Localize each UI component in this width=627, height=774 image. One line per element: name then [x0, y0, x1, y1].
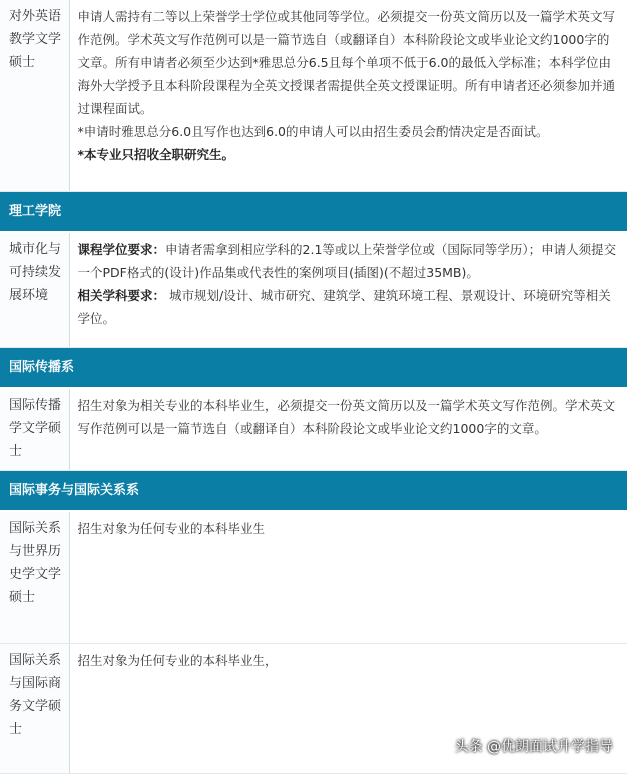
program-name: 国际关系与世界历史学文学硕士	[0, 511, 69, 644]
requirement-text: 申请者需拿到相应学科的2.1等或以上荣誉学位或（国际同等学历）；申请人须提交一个PDF格式的(设计)作品集或代表性的案例项目(插图)(不超过35MB)。	[77, 241, 617, 280]
program-row	[0, 511, 627, 644]
program-requirements	[69, 0, 627, 191]
requirement-paragraph	[78, 238, 620, 284]
program-name: 国际关系与国际商务文学硕士	[0, 644, 69, 774]
requirement-text: 招生对象为任何专业的本科毕业生，	[77, 653, 278, 668]
section-title: 理工学院	[0, 191, 627, 232]
requirement-label: 相关学科要求：	[77, 287, 166, 303]
requirement-paragraph	[78, 649, 620, 672]
requirement-text: 招生对象为任何专业的本科毕业生	[77, 520, 266, 536]
requirement-text: 招生对象为相关专业的本科毕业生，必须提交一份英文简历以及一篇学术英文写作范例。学术英文写作范例可以是一篇节选自（或翻译自）本科阶段论文或毕业论文约1000字的文章。	[77, 398, 616, 436]
program-row	[0, 232, 627, 348]
requirement-paragraph	[78, 143, 620, 166]
requirement-paragraph	[78, 5, 620, 120]
program-requirements	[69, 388, 627, 470]
requirement-text: *申请时雅思总分6.0且写作也达到6.0的申请人可以由招生委员会酌情决定是否面试。	[77, 124, 549, 139]
requirement-text: 申请人需持有二等以上荣誉学士学位或其他同等学位。必须提交一份英文简历以及一篇学术英文写作范例。学术英文写作范例可以是一篇节选自（或翻译自）本科阶段论文或毕业论文约1000字的文章。所有申请者必须至少达到*雅思总分6.5且每个单项不低于6.0的最低入学标准；本科学位由海外大学授予且本科阶段课程为全英文授课者需提供全英文授课证明。所有申请者还必须参加并通过课程面试。	[77, 9, 616, 116]
program-row	[0, 0, 627, 191]
section-header	[0, 191, 627, 232]
section-header	[0, 470, 627, 511]
requirement-label: 课程学位要求：	[77, 241, 166, 257]
requirement-paragraph	[78, 120, 620, 143]
section-header	[0, 348, 627, 389]
requirement-paragraph	[78, 394, 620, 440]
program-requirements	[69, 232, 627, 348]
requirement-paragraph	[78, 517, 620, 540]
section-title: 国际传播系	[0, 348, 627, 389]
section-title: 国际事务与国际关系系	[0, 470, 627, 511]
watermark: 头条 @优朗面试升学指导	[454, 739, 613, 755]
program-name: 城市化与可持续发展环境	[0, 232, 69, 348]
program-name: 对外英语教学文学硕士	[0, 0, 69, 191]
requirement-text: 城市规划/设计、城市研究、建筑学、建筑环境工程、景观设计、环境研究等相关学位。	[77, 287, 611, 326]
program-requirements	[69, 511, 627, 644]
requirement-label: *本专业只招收全职研究生。	[77, 147, 235, 162]
program-name: 国际传播学文学硕士	[0, 388, 69, 470]
requirement-paragraph	[78, 284, 620, 330]
program-row	[0, 388, 627, 470]
